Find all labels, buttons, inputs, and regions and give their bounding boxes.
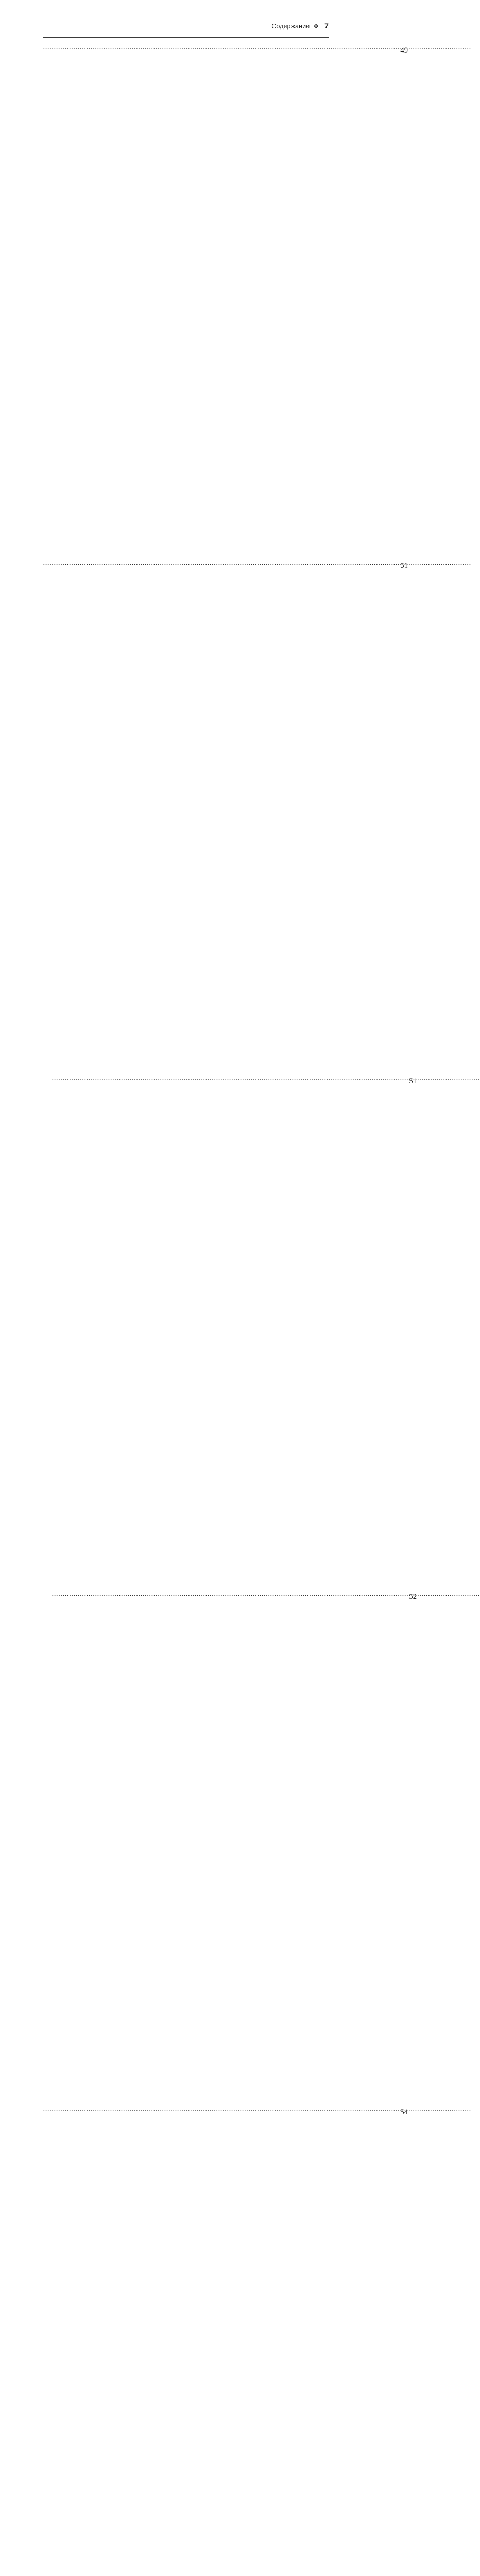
running-header-title: Содержание [271, 23, 310, 30]
toc-entry-page-number: 49 [400, 46, 408, 55]
toc-dot-leader [43, 45, 46, 53]
toc-entry-page-number: 54 [400, 2108, 408, 2116]
toc-dot-leader [43, 561, 46, 568]
toc-entry[interactable] [43, 561, 408, 1076]
page-number: 7 [324, 22, 329, 30]
diamond-ornament-icon: ❖ [313, 22, 319, 30]
running-header [43, 22, 329, 30]
toc-dot-leader [43, 2107, 46, 2114]
header-divider [43, 37, 329, 38]
toc-entry-page-number: 52 [409, 1592, 417, 1601]
toc-entry-page-number: 51 [400, 562, 408, 570]
toc-entry[interactable] [43, 1591, 417, 2107]
table-of-contents [43, 45, 417, 2576]
toc-entry[interactable] [43, 2107, 408, 2576]
toc-entry[interactable] [43, 45, 408, 561]
toc-dot-leader [52, 1591, 55, 1599]
toc-entry-page-number: 51 [409, 1077, 417, 1086]
toc-dot-leader [52, 1076, 55, 1083]
toc-entry[interactable] [43, 1076, 417, 1591]
